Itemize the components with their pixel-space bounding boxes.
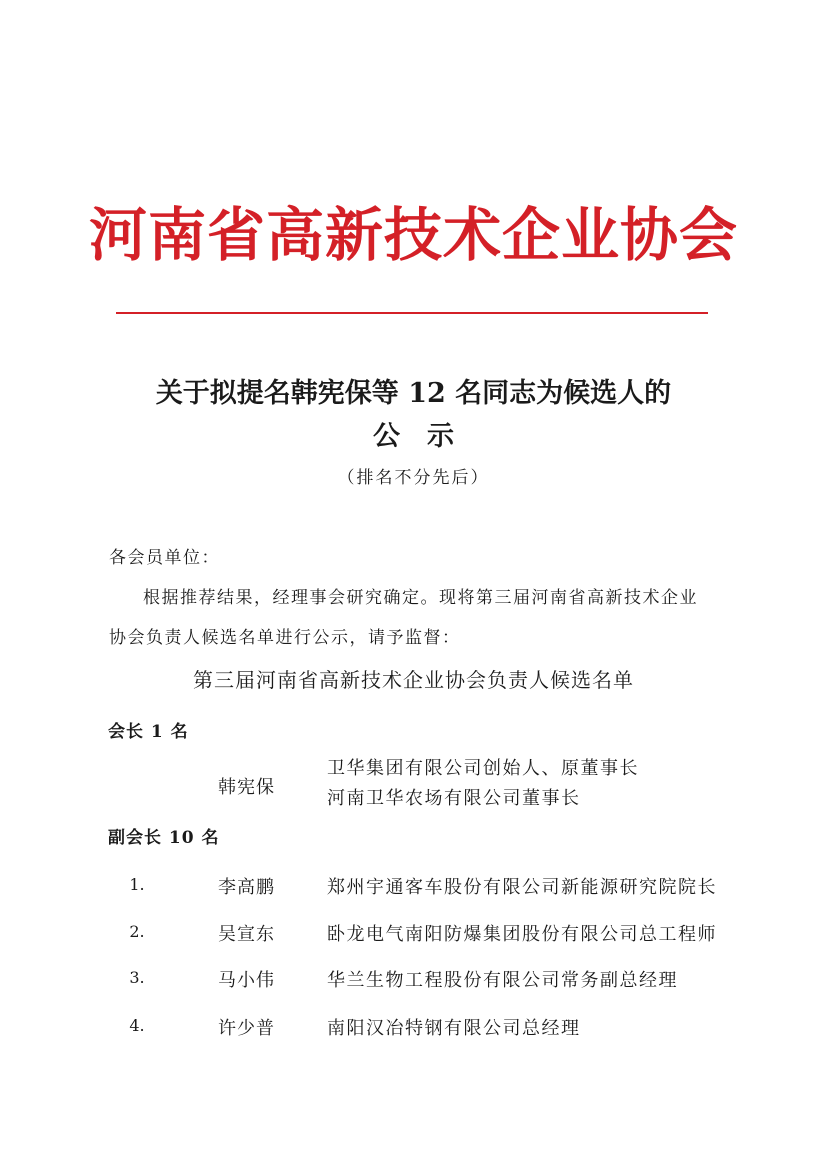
row-index: 4. [129,1016,145,1035]
row-index: 1. [129,875,145,894]
red-divider [116,312,708,314]
president-heading: 会长 1 名 [108,722,189,742]
candidate-title: 郑州宇通客车股份有限公司新能源研究院院长 [327,877,717,898]
row-index: 2. [129,922,145,941]
candidate-title: 卧龙电气南阳防爆集团股份有限公司总工程师 [327,924,717,945]
president-title-line-1: 卫华集团有限公司创始人、原董事长 [327,758,639,779]
candidate-name: 李高鹏 [218,877,275,898]
row-index: 3. [129,968,145,987]
sort-note: （排名不分先后） [337,468,490,488]
body-paragraph-line-1: 根据推荐结果，经理事会研究确定。现将第三届河南省高新技术企业 [143,588,698,608]
vice-president-heading: 副会长 10 名 [108,828,220,848]
notice-title-line-2: 公 示 [373,421,454,452]
candidate-name: 马小伟 [218,970,275,991]
organization-title: 河南省高新技术企业协会 [88,201,738,269]
candidate-title: 华兰生物工程股份有限公司常务副总经理 [327,970,678,991]
president-title-line-2: 河南卫华农场有限公司董事长 [327,788,581,809]
candidate-title: 南阳汉冶特钢有限公司总经理 [327,1018,581,1039]
candidate-name: 许少普 [218,1018,275,1039]
body-paragraph-line-2: 协会负责人候选名单进行公示，请予监督： [109,628,461,648]
president-name: 韩宪保 [218,777,275,798]
salutation: 各会员单位： [109,548,220,568]
notice-title-line-1: 关于拟提名韩宪保等 12 名同志为候选人的 [155,378,672,409]
candidate-list-title: 第三届河南省高新技术企业协会负责人候选名单 [193,668,634,692]
candidate-name: 吴宣东 [218,924,275,945]
